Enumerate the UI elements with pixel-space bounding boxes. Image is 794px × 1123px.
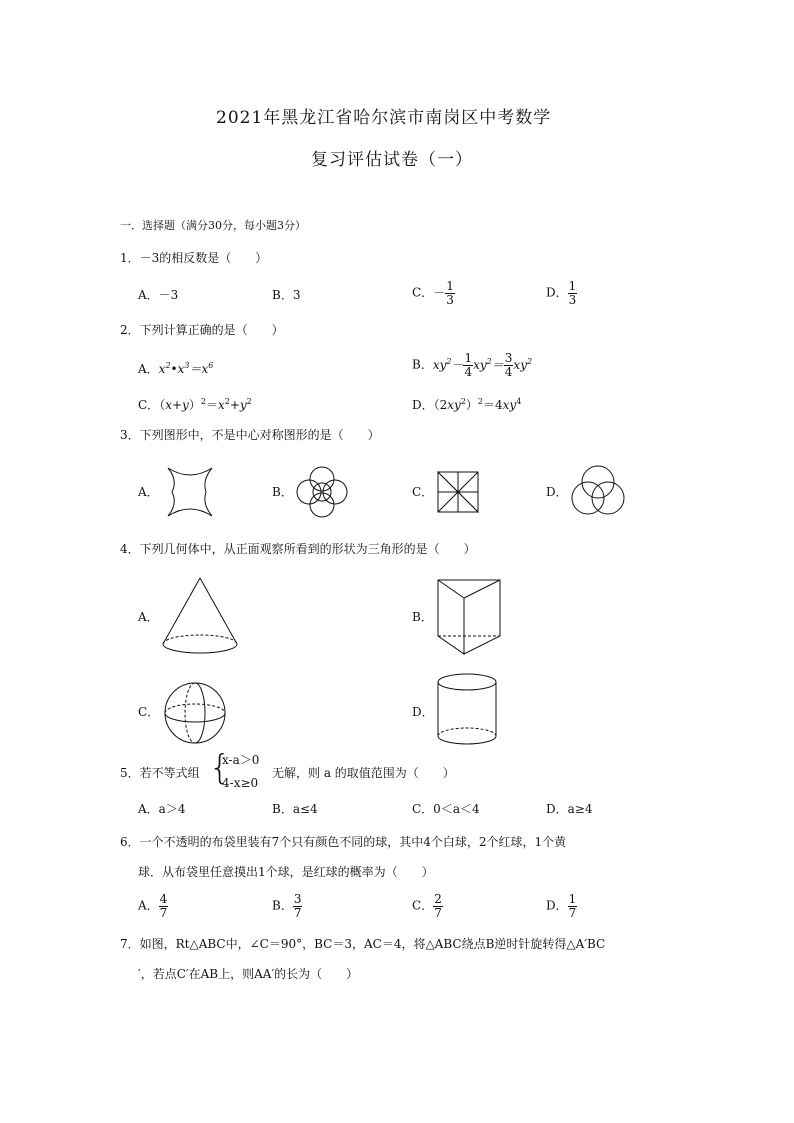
q2-option-d-label: D． <box>412 398 434 412</box>
exam-title-line1: 2021年黑龙江省哈尔滨市南岗区中考数学 <box>216 108 552 128</box>
inequality-1: x-a＞0 <box>222 753 260 767</box>
fraction <box>463 352 473 378</box>
q5-option-c[interactable]: C．0＜a＜4 <box>412 802 480 816</box>
q1-option-b[interactable]: B．3 <box>272 288 301 302</box>
fraction <box>568 893 578 919</box>
q6-option-a[interactable] <box>138 893 168 919</box>
numerator: 1 <box>568 892 577 906</box>
q4-option-a[interactable]: A． <box>138 610 159 624</box>
q6-option-d-label: D． <box>546 898 568 913</box>
numerator: 4 <box>159 892 168 906</box>
q3-option-d[interactable]: D． <box>546 485 568 499</box>
q6-option-b[interactable] <box>272 893 302 919</box>
q5-option-b[interactable]: B．a≤4 <box>272 802 318 816</box>
q1-option-a[interactable]: A．－3 <box>138 288 179 302</box>
q2-option-a-label: A． <box>138 362 159 376</box>
inequality-2: 4-x≥0 <box>222 776 259 790</box>
fraction <box>293 893 303 919</box>
q1-option-c[interactable] <box>412 280 455 306</box>
q2-option-a-expr: $x^2•x^3=x^6$ <box>158 361 214 376</box>
fraction <box>433 893 443 919</box>
q3-option-a[interactable]: A． <box>138 485 159 499</box>
question-4-stem: 4．下列几何体中，从正面观察所看到的形状为三角形的是（ ） <box>120 542 476 556</box>
denominator: 7 <box>434 905 442 920</box>
q3-figure-c <box>436 470 480 514</box>
denominator: 4 <box>464 364 473 379</box>
q2-option-c-expr: $(x+y)^2=x^2+y^2$ <box>159 397 252 412</box>
numerator: 3 <box>504 351 513 365</box>
q6-option-a-label: A． <box>138 898 159 913</box>
q2-option-b[interactable] <box>412 352 532 378</box>
question-3-stem: 3．下列图形中，不是中心对称图形的是（ ） <box>120 428 380 442</box>
denominator: 7 <box>293 905 302 920</box>
q4-figure-prism <box>434 576 504 656</box>
fraction <box>504 352 514 378</box>
question-7-line2: ′，若点C′在AB上，则AA′的长为（ ） <box>138 967 359 981</box>
numerator: 3 <box>293 892 302 906</box>
denominator: 4 <box>504 364 513 379</box>
question-7-line1: 7．如图，Rt△ABC中，∠C＝90°，BC＝3，AC＝4，将△ABC绕点B逆时针旋转得△A′BC <box>120 937 606 951</box>
question-6-line2: 球．从布袋里任意摸出1个球，是红球的概率为（ ） <box>138 865 434 879</box>
q4-option-c[interactable]: C． <box>138 705 160 719</box>
q3-figure-a <box>160 462 220 522</box>
q1-option-d-label: D． <box>546 285 568 300</box>
denominator: 7 <box>159 905 168 920</box>
q2-option-c[interactable] <box>138 398 252 411</box>
numerator: 1 <box>464 351 473 365</box>
q4-option-d[interactable]: D． <box>412 705 434 719</box>
q2-option-c-label: C． <box>138 398 160 412</box>
q4-figure-cone <box>158 574 248 664</box>
q6-option-b-label: B． <box>272 898 293 913</box>
q3-figure-d <box>568 460 628 520</box>
q5-option-a[interactable]: A．a＞4 <box>138 802 186 816</box>
q1-option-c-label: C． <box>412 285 434 300</box>
q1-option-c-sign: － <box>433 285 446 300</box>
q3-figure-b <box>294 464 350 520</box>
q2-option-b-expr: $xy^2$ <box>513 356 533 372</box>
q2-option-a[interactable] <box>138 362 213 375</box>
q3-option-b[interactable]: B． <box>272 485 293 499</box>
q4-figure-sphere <box>160 678 230 748</box>
exam-title-line2: 复习评估试卷（一） <box>311 150 473 170</box>
question-6-line1: 6．一个不透明的布袋里装有7个只有颜色不同的球，其中4个白球，2个红球，1个黄 <box>120 835 567 849</box>
q6-option-d[interactable] <box>546 893 577 919</box>
q6-option-c[interactable] <box>412 893 443 919</box>
q6-option-c-label: C． <box>412 898 434 913</box>
fraction <box>568 280 578 306</box>
denominator: 3 <box>446 292 454 307</box>
question-2-stem: 2．下列计算正确的是（ ） <box>120 323 284 337</box>
q5-option-d[interactable]: D．a≥4 <box>546 802 593 816</box>
numerator: 1 <box>446 279 454 293</box>
question-1-stem: 1．－3的相反数是（ ） <box>120 251 268 265</box>
question-5-prefix: 5．若不等式组 <box>120 766 200 780</box>
q1-option-d[interactable] <box>546 280 577 306</box>
q4-option-b[interactable]: B． <box>412 610 433 624</box>
fraction <box>445 280 455 306</box>
q2-option-d[interactable] <box>412 398 521 411</box>
q2-option-b-expr: $xy^2-$ <box>432 356 464 372</box>
numerator: 1 <box>568 279 577 293</box>
q4-figure-cylinder <box>434 670 504 750</box>
denominator: 3 <box>568 292 577 307</box>
q3-option-c[interactable]: C． <box>412 485 434 499</box>
system-brace: { <box>209 748 231 788</box>
denominator: 7 <box>568 905 577 920</box>
numerator: 2 <box>434 892 442 906</box>
q2-option-b-label: B． <box>412 357 433 372</box>
q2-option-d-expr: $(2xy^2)^2=4xy^4$ <box>433 397 522 412</box>
q2-option-b-expr: $xy^2=$ <box>473 356 504 372</box>
fraction <box>159 893 169 919</box>
section-header: 一．选择题（满分30分，每小题3分） <box>120 219 306 232</box>
question-5-suffix: 无解，则 a 的取值范围为（ ） <box>272 766 455 780</box>
